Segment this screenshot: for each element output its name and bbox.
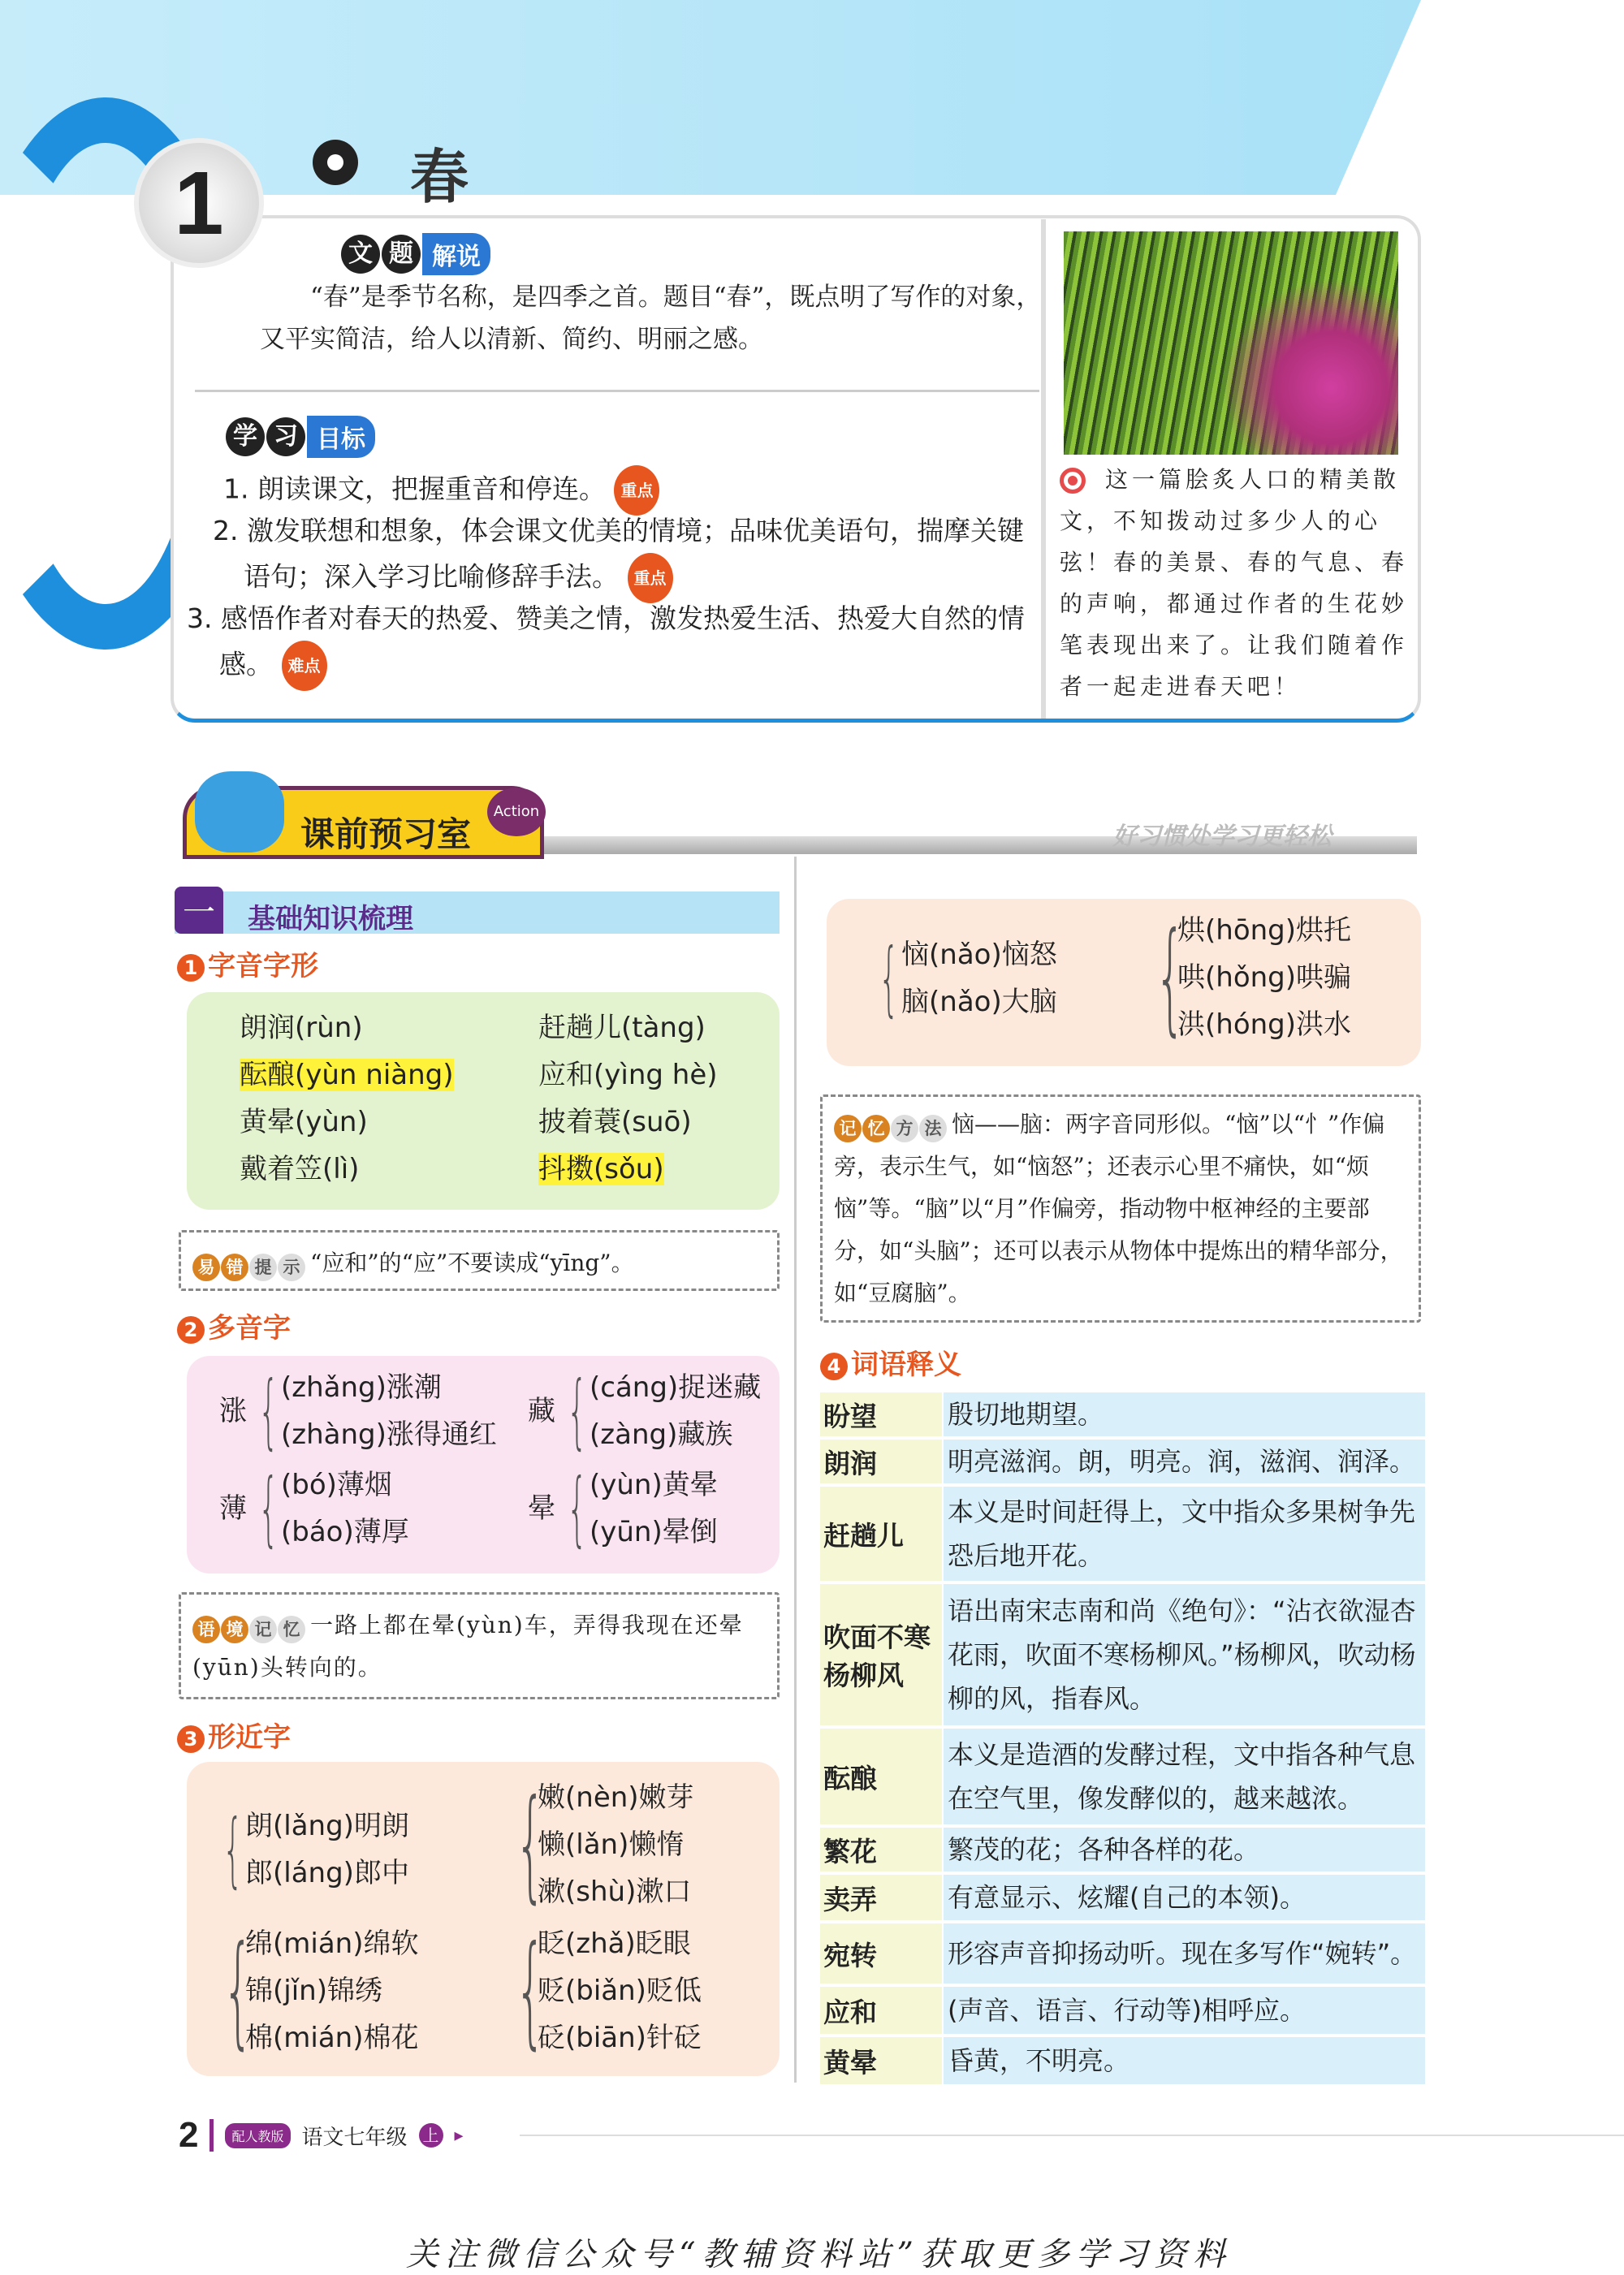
badge-char: 文 [341,235,380,274]
vocab-row [820,1987,1425,2034]
subsection-title: 字音字形 [208,950,318,982]
section-slogan: 好习惯处学习更轻松 [1112,822,1332,851]
vocab-row [820,1584,1425,1725]
vocab-term: 酝酿 [820,1729,942,1824]
word-item-highlighted: 酝酿(yùn niàng) [240,1059,454,1091]
tip-text: 一路上都在晕(yùn)车，弄得我现在还晕(yūn)头转向的。 [192,1612,744,1681]
subsection-title: 词语释义 [851,1349,961,1381]
subsection-title: 形近字 [208,1721,291,1754]
goal-item [187,597,1035,691]
action-bubble: Action [487,788,546,836]
lesson-number: 1 [134,138,264,268]
edition-badge: 配人教版 [225,2123,290,2148]
section-banner: 课前预习室 [183,786,544,859]
vocab-term: 盼望 [820,1392,942,1436]
spring-photo [1064,231,1398,455]
badge-char: 习 [266,417,305,456]
page-number: 2 [179,2115,199,2155]
key-point-tag: 重点 [614,465,659,516]
similar-chars-box [187,1762,780,2076]
vocab-term: 赶趟儿 [820,1487,942,1581]
tip-text: 恼——脑：两字音同形似。“恼”以“忄”作偏旁，表示生气，如“恼怒”；还表示心里不痛快，如“烦恼”等。“脑”以“月”作偏旁，指动物中枢神经的主要部分，如“头脑”；还可以表示从物体中提炼出的精华部分，如“豆腐脑”。 [834,1111,1403,1306]
subsection-heading [177,1715,291,1755]
vocab-definition: 本义是时间赶得上，文中指众多果树争先恐后地开花。 [944,1487,1425,1581]
goal-text: 1. 朗读课文，把握重音和停连。 [223,473,606,505]
vocab-row [820,1828,1425,1871]
similar-group: { 恼(nǎo)恼怒 脑(nǎo)大脑 [879,930,1057,1025]
section-title: 基础知识梳理 [248,903,413,935]
difficult-point-tag: 难点 [282,641,327,691]
lesson-title: 春 [410,143,469,211]
watermark-text: 关注微信公众号“教辅资料站”获取更多学习资料 [406,2236,1232,2273]
vocab-definition: 殷切地期望。 [944,1392,1425,1436]
memory-method-box [820,1094,1421,1323]
vocab-term: 繁花 [820,1828,942,1871]
vocab-term: 应和 [820,1987,942,2034]
goals-badge [226,416,375,458]
subsection-title: 多音字 [208,1312,291,1345]
polyphone-group: 藏 { (cáng)捉迷藏 (zàng)藏族 [528,1363,762,1458]
footer [179,2115,464,2156]
word-item: 戴着笠(lì) [240,1153,360,1185]
divider [209,2119,214,2152]
vocab-definition: 有意显示、炫耀(自己的本领)。 [944,1875,1425,1920]
tip-text: “应和”的“应”不要读成“yīng”。 [310,1250,634,1276]
similar-group: { 绵(mián)绵软 锦(jǐn)锦绣 棉(mián)棉花 [222,1920,419,2061]
divider [195,390,1039,392]
vocab-term: 黄晕 [820,2037,942,2084]
word-item: 披着蓑(suō) [538,1106,692,1138]
vocab-row [820,1440,1425,1483]
word-item: 朗润(rùn) [240,1012,363,1044]
key-point-tag: 重点 [628,553,673,603]
footer-line [520,2135,1624,2136]
goal-item [223,465,1031,516]
subsection-number: 4 [820,1353,848,1380]
vocab-definition: 昏黄，不明亮。 [944,2037,1425,2084]
word-item: 赶趟儿(tàng) [538,1012,706,1044]
intro-text: “春”是季节名称，是四季之首。题目“春”，既点明了写作的对象，又平实简洁，给人以清新、简约、明丽之感。 [260,283,1042,354]
vocab-definition: 语出南宋志南和尚《绝句》：“沾衣欲湿杏花雨，吹面不寒杨柳风。”杨柳风，吹动杨柳的风，指春风。 [944,1584,1425,1725]
subsection-number: 1 [177,954,205,982]
similar-chars-box [827,899,1421,1066]
vocab-term: 朗润 [820,1440,942,1483]
vocab-definition: (声音、语言、行动等)相呼应。 [944,1987,1425,2034]
target-icon [1060,468,1086,494]
badge-label: 解说 [422,233,490,275]
tip-box [179,1592,780,1699]
tip-box [179,1230,780,1291]
polyphone-group: 薄 { (bó)薄烟 (báo)薄厚 [219,1461,409,1556]
vocab-definition: 繁茂的花；各种各样的花。 [944,1828,1425,1871]
subsection-heading [177,1306,291,1345]
vocab-definition: 明亮滋润。朗，明亮。润，滋润、润泽。 [944,1440,1425,1483]
book-title: 语文七年级 [301,2125,408,2150]
section-number: 一 [175,887,223,934]
caption-text: 这一篇脍炙人口的精美散文，不知拨动过多少人的心弦！春的美景、春的气息、春的声响，都通过作者的生花妙笔表现出来了。让我们随着作者一起走进春天吧！ [1060,466,1409,700]
badge-char: 学 [226,417,265,456]
vocab-row [820,2037,1425,2084]
tip-badge: 记 忆 方 法 [834,1115,947,1142]
vocab-row [820,1487,1425,1581]
vocab-term: 卖弄 [820,1875,942,1920]
vocab-term: 宛转 [820,1923,942,1984]
word-item: 黄晕(yùn) [240,1106,368,1138]
similar-group: { 嫩(nèn)嫩芽 懒(lǎn)懒惰 漱(shù)漱口 [515,1774,694,1915]
polyphone-box [187,1356,780,1574]
goal-text: 2. 激发联想和想象，体会课文优美的情境；品味优美语句，揣摩关键语句；深入学习比喻修辞手法。 [213,515,1024,593]
subsection-number: 3 [177,1725,205,1753]
vocab-definition: 形容声音抑扬动听。现在多写作“婉转”。 [944,1923,1425,1984]
vocab-row [820,1729,1425,1824]
vocabulary-table [820,1392,1425,2087]
volume-badge: 上 [419,2123,443,2148]
intro-badge [341,233,490,275]
subsection-heading [820,1342,961,1382]
vocab-term: 吹面不寒杨柳风 [820,1584,942,1725]
photo-caption [1060,459,1409,707]
polyphone-group: 晕 { (yùn)黄晕 (yūn)晕倒 [528,1461,718,1556]
vocab-definition: 本义是造酒的发酵过程，文中指各种气息在空气里，像发酵似的，越来越浓。 [944,1729,1425,1824]
subsection-number: 2 [177,1316,205,1344]
badge-label: 目标 [307,416,375,458]
vocab-row [820,1875,1425,1920]
word-item-highlighted: 抖擞(sǒu) [538,1153,664,1185]
gear-icon [313,140,358,185]
tip-badge: 语 境 记 忆 [192,1616,305,1643]
similar-group: { 朗(lǎng)明朗 郎(láng)郎中 [222,1802,409,1897]
vocab-row [820,1923,1425,1984]
polyphone-group: 涨 { (zhǎng)涨潮 (zhàng)涨得通红 [219,1363,497,1458]
subsection-heading [177,943,318,983]
vocab-row [820,1392,1425,1436]
goal-item [213,509,1033,603]
similar-group: { 烘(hōng)烘托 哄(hǒng)哄骗 洪(hóng)洪水 [1155,907,1352,1048]
knowledge-header [175,891,780,934]
word-item: 应和(yìng hè) [538,1059,718,1091]
mascot-icon [195,771,284,853]
chevron-right-icon: ▸ [454,2125,464,2146]
goal-text: 3. 感悟作者对春天的热爱、赞美之情，激发热爱生活、热爱大自然的情感。 [187,602,1025,680]
badge-char: 题 [382,235,421,274]
pronunciation-box [187,992,780,1210]
similar-group: { 眨(zhǎ)眨眼 贬(biǎn)贬低 砭(biān)针砭 [515,1920,702,2061]
tip-badge: 易 错 提 示 [192,1254,305,1281]
